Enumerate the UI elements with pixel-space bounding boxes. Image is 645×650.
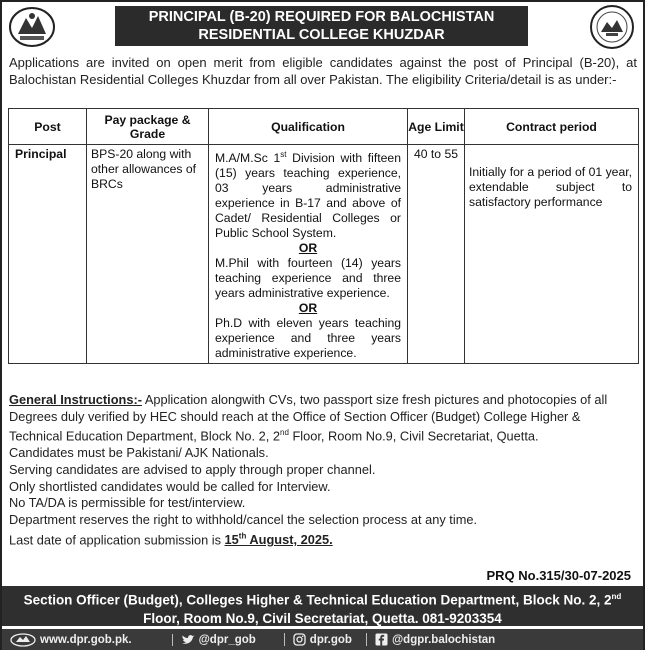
table-row [9, 145, 639, 364]
instruction-nationality: Candidates must be Pakistani/ AJK Nationals. [9, 445, 269, 461]
website-link[interactable]: www.dpr.gob.pk. [10, 633, 132, 647]
social-links-bar [2, 629, 643, 650]
or-separator-2: OR [298, 301, 318, 316]
header-qualification: Qualification [209, 109, 408, 145]
instagram-link[interactable]: dpr.gob [284, 633, 352, 646]
general-instructions [9, 392, 637, 549]
header-post: Post [9, 109, 87, 145]
instagram-icon [293, 633, 306, 646]
instruction-ta-da: No TA/DA is permissible for test/interview. [9, 495, 246, 511]
header-contract: Contract period [465, 109, 639, 145]
qualification-option-1: M.A/M.Sc 1st Division with fifteen (15) years teaching experience, 03 years administrative experience in B-17 and above of Cadet/ Residential Colleges or Public School System. [215, 150, 401, 241]
intro-paragraph: Applications are invited on open merit from eligible candidates against the post of Principal (B-20), at Balochistan Residential Colleges Khuzdar from all over Pakistan. The eligibility Criteria/detail is as under:- [9, 55, 637, 87]
cell-qualification [209, 145, 408, 364]
title-banner [115, 6, 528, 46]
cell-post: Principal [9, 145, 87, 364]
government-emblem-left [8, 6, 56, 48]
title-line-2: RESIDENTIAL COLLEGE KHUZDAR [198, 27, 445, 43]
facebook-link[interactable]: @dgpr.balochistan [366, 633, 495, 646]
cell-age-limit: 40 to 55 [408, 145, 465, 364]
instructions-lead: General Instructions:- [9, 392, 142, 407]
footer-line-2: Floor, Room No.9, Civil Secretariat, Quetta. 081-9203354 [143, 610, 502, 626]
title-line-1: PRINCIPAL (B-20) REQUIRED FOR BALOCHISTAN [148, 9, 495, 25]
instruction-reserves-right: Department reserves the right to withhold/cancel the selection process at any time. [9, 512, 478, 528]
twitter-icon [181, 634, 195, 646]
college-seal-right [587, 4, 637, 50]
twitter-link[interactable]: @dpr_gob [172, 634, 256, 646]
cell-pay: BPS-20 along with other allowances of BRCs [87, 145, 209, 364]
instruction-last-date: Last date of application submission is 15th August, 2025. [9, 531, 333, 548]
post-details-table [8, 108, 639, 364]
header-pay: Pay package & Grade [87, 109, 209, 145]
or-separator-1: OR [298, 241, 318, 256]
instructions-para-1: General Instructions:- Application alongwith CVs, two passport size fresh pictures and photocopies of all Degrees duly verified by HEC should reach at the Office of Section Officer (Budget) College Higher & Technical Education Department, Block No. 2, 2nd Floor, Room No.9, Civil Secretariat, Quetta. [9, 392, 608, 444]
footer-line-1: Section Officer (Budget), Colleges Higher & Technical Education Department, Block No. 2, 2nd [23, 592, 622, 608]
prq-number: PRQ No.315/30-07-2025 [486, 568, 631, 583]
footer-address-banner [2, 586, 643, 626]
header-age-limit: Age Limit [408, 109, 465, 145]
instruction-shortlisted: Only shortlisted candidates would be called for Interview. [9, 478, 331, 494]
qualification-option-2: M.Phil with fourteen (14) years teaching experience and three years administrative experience. [215, 256, 401, 301]
qualification-option-3: Ph.D with eleven years teaching experience and three years administrative experience. [215, 316, 401, 361]
header [2, 2, 643, 52]
instruction-serving: Serving candidates are advised to apply through proper channel. [9, 462, 376, 478]
cell-contract: Initially for a period of 01 year, extendable subject to satisfactory performance [465, 145, 639, 364]
globe-icon [10, 633, 36, 647]
facebook-icon [375, 633, 388, 646]
table-header-row [9, 109, 639, 145]
